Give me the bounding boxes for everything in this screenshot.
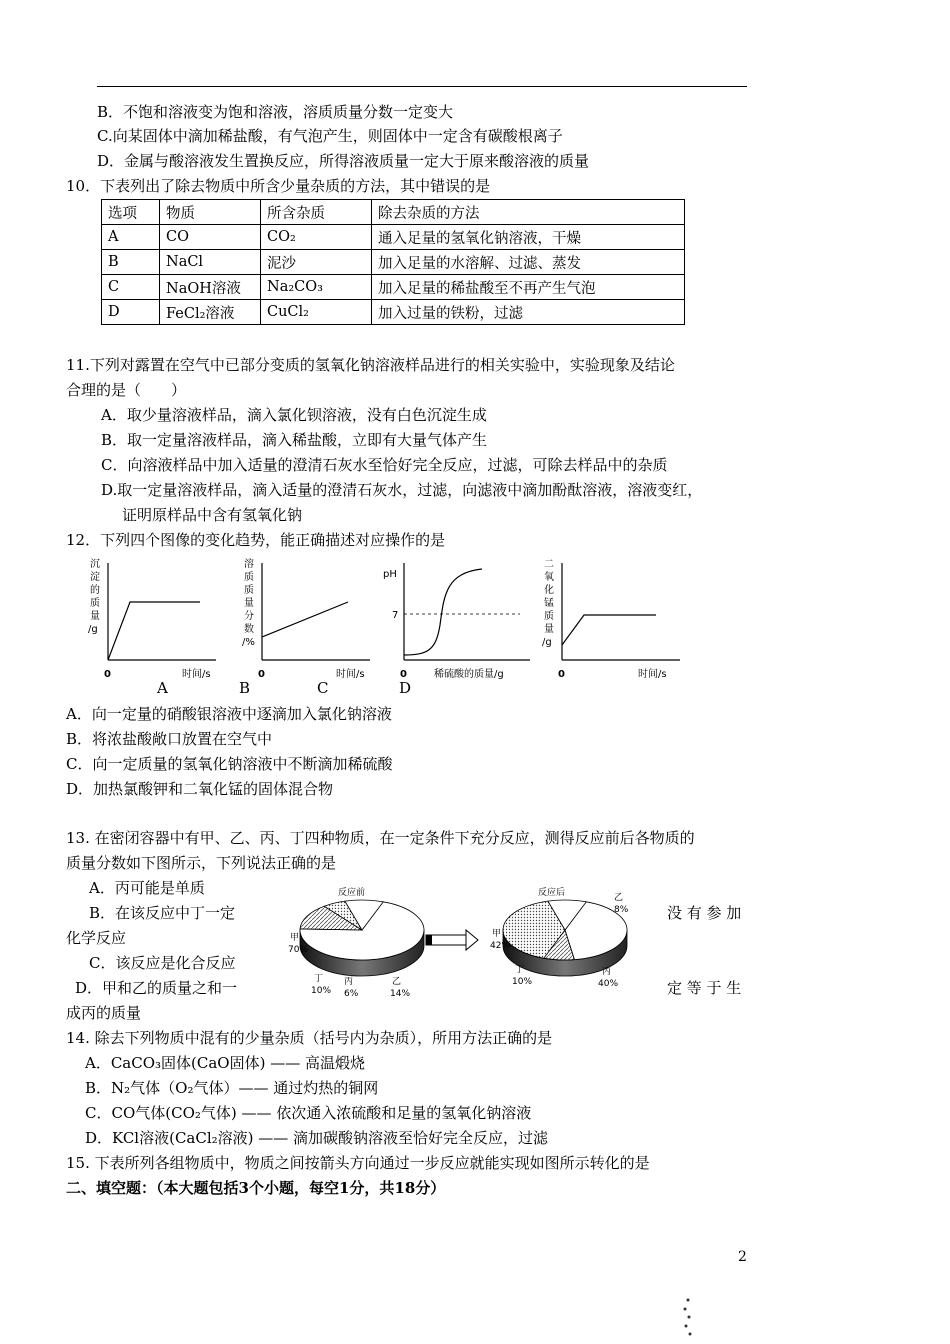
q14-option-d: D．KCl溶液(CaCl₂溶液) —— 滴加碳酸钠溶液至恰好完全反应，过滤 [85,1129,549,1147]
graph-letter-b: B [239,679,251,697]
table-cell: D [102,300,160,325]
q13-option-b-cont: 化学反应 [66,929,127,947]
table-cell: 加入足量的水溶解、过滤、蒸发 [372,250,685,275]
graph-c-curve [404,569,482,655]
graph-d-ylabel: 二 [544,559,554,570]
table-row [102,250,685,275]
graph-letter-a: A [157,679,168,697]
graph-c [380,555,535,685]
table-header: 物质 [160,200,261,225]
q12-option-d: D．加热氯酸钾和二氧化锰的固体混合物 [66,780,334,798]
q13-option-d: D．甲和乙的质量之和一 [75,979,238,997]
q11-option-d-line2: 证明原样品中含有氢氧化钠 [122,506,303,524]
graph-b-origin: 0 [258,669,265,680]
graph-b-ylabel: /% [242,637,255,648]
q14-stem: 14. 除去下列物质中混有的少量杂质（括号内为杂质），所用方法正确的是 [66,1029,553,1047]
table-cell: NaCl [160,250,261,275]
table-cell: C [102,275,160,300]
q13-option-a: A．丙可能是单质 [89,879,205,897]
table-cell: 加入过量的铁粉，过滤 [372,300,685,325]
q11-option-b: B．取一定量溶液样品，滴入稀盐酸，立即有大量气体产生 [101,431,488,449]
table-row [102,275,685,300]
pie-before-ding-pct: 10% [311,986,332,996]
graph-a-ylabel: 质 [90,598,100,609]
pie-after-bing-pct: 40% [598,979,619,989]
pie-before-bing-pct: 6% [344,989,359,999]
q12-stem: 12．下列四个图像的变化趋势，能正确描述对应操作的是 [66,531,446,549]
q13-stem-line1: 13. 在密闭容器中有甲、乙、丙、丁四种物质，在一定条件下充分反应，测得反应前后各物质的 [66,829,695,847]
graph-a-curve [108,602,200,660]
pie-after-jia: 甲 [492,929,502,939]
graph-b-ylabel: 质 [244,572,254,583]
pie-after-yi: 乙 [614,893,624,903]
graph-b-ylabel: 质 [244,585,254,596]
graph-b-xlabel: 时间/s [336,669,365,680]
pie-after-title: 反应后 [538,888,566,898]
pie-after-yi-pct: 8% [614,905,629,915]
graph-b-ylabel: 数 [244,624,254,635]
graph-c-xlabel: 稀硫酸的质量/g [434,669,504,680]
table-cell: A [102,225,160,250]
pie-before-title: 反应前 [338,888,366,898]
table-header: 除去杂质的方法 [372,200,685,225]
graph-b-ylabel: 分 [244,611,254,622]
graph-d [540,555,685,685]
q9-option-d: D．金属与酸溶液发生置换反应，所得溶液质量一定大于原来酸溶液的质量 [97,152,590,170]
table-cell: Na₂CO₃ [261,275,372,300]
table-cell: FeCl₂溶液 [160,300,261,325]
q13-option-c: C．该反应是化合反应 [89,954,236,972]
graph-c-ylabel: pH [383,569,397,580]
q13-option-b: B．在该反应中丁一定 [89,904,236,922]
table-cell: 通入足量的氢氧化钠溶液，干燥 [372,225,685,250]
graph-c-origin: 0 [400,669,407,680]
table-cell: B [102,250,160,275]
graph-d-ylabel: 化 [544,585,554,596]
graph-d-ylabel: 量 [544,624,554,635]
pie-after-bing: 丙 [602,967,612,977]
q14-option-a: A．CaCO₃固体(CaO固体) —— 高温煅烧 [85,1054,365,1072]
table-cell: 加入足量的稀盐酸至不再产生气泡 [372,275,685,300]
q14-option-b: B．N₂气体（O₂气体）—— 通过灼热的铜网 [85,1079,379,1097]
q14-option-c: C．CO气体(CO₂气体) —— 依次通入浓硫酸和足量的氢氧化钠溶液 [85,1104,532,1122]
graph-d-origin: 0 [558,669,565,680]
q11-option-a: A．取少量溶液样品，滴入氯化钡溶液，没有白色沉淀生成 [101,406,487,424]
section-heading: 二、填空题：（本大题包括3个小题，每空1分，共18分） [66,1179,446,1197]
graph-d-ylabel: 氧 [544,572,554,583]
graph-b-curve [262,602,348,637]
table-cell: NaOH溶液 [160,275,261,300]
table-row [102,300,685,325]
graph-b [240,555,380,685]
graph-d-xlabel: 时间/s [638,669,667,680]
pie-before-yi-pct: 14% [390,989,411,999]
graph-a [84,555,224,685]
graph-a-origin: 0 [104,669,111,680]
pie-before-jia: 甲 [290,933,300,943]
pie-after-ding: 丁 [515,965,525,975]
pie-before-jia-pct: 70% [288,945,309,955]
q11-stem-line1: 11.下列对露置在空气中已部分变质的氢氧化钠溶液样品进行的相关实验中，实验现象及结论 [66,356,675,374]
table-cell: CuCl₂ [261,300,372,325]
graph-d-ylabel: 质 [544,611,554,622]
graph-a-ylabel: 淀 [90,572,100,583]
q15-stem: 15. 下表所列各组物质中，物质之间按箭头方向通过一步反应就能实现如图所示转化的是 [66,1154,650,1172]
pie-before [300,900,424,976]
graph-b-ylabel: 量 [244,598,254,609]
pie-before-bing: 丙 [344,977,354,987]
q11-option-c: C．向溶液样品中加入适量的澄清石灰水至恰好完全反应，过滤，可除去样品中的杂质 [101,456,668,474]
q11-stem-line2: 合理的是（ ） [66,381,187,399]
table-header: 选项 [102,200,160,225]
q9-option-c: C.向某固体中滴加稀盐酸，有气泡产生，则固体中一定含有碳酸根离子 [97,127,563,145]
q10-stem: 10．下表列出了除去物质中所含少量杂质的方法，其中错误的是 [66,177,491,195]
q13-stem-line2: 质量分数如下图所示，下列说法正确的是 [66,854,337,872]
graph-a-ylabel: /g [88,624,98,635]
graph-d-ylabel: /g [542,637,552,648]
q13-option-d-cont: 成丙的质量 [66,1004,142,1022]
graph-letter-d: D [399,679,412,697]
q12-option-a: A．向一定量的硝酸银溶液中逐滴加入氯化钠溶液 [66,705,392,723]
pie-after-ding-pct: 10% [512,977,533,987]
graph-b-ylabel: 溶 [244,559,254,570]
table-cell: CO₂ [261,225,372,250]
decorative-dots [678,1296,698,1342]
q12-option-b: B．将浓盐酸敞口放置在空气中 [66,730,273,748]
q13-option-d-right: 定 等 于 生 [667,979,742,997]
q11-option-d-line1: D.取一定量溶液样品，滴入适量的澄清石灰水，过滤，向滤液中滴加酚酞溶液，溶液变红， [101,481,703,499]
q10-table [101,199,685,325]
graph-a-ylabel: 的 [90,585,100,596]
graph-d-curve [562,615,656,645]
table-cell: 泥沙 [261,250,372,275]
page-number: 2 [738,1249,747,1265]
q13-pie-figure [280,880,650,1005]
pie-after-jia-pct: 42% [490,941,511,951]
graph-a-ylabel: 沉 [90,559,100,570]
pie-before-yi: 乙 [392,977,402,987]
header-rule [97,86,747,87]
table-header: 所含杂质 [261,200,372,225]
graph-letter-c: C [317,679,329,697]
q9-option-b: B．不饱和溶液变为饱和溶液，溶质质量分数一定变大 [97,103,454,121]
graph-a-ylabel: 量 [90,611,100,622]
q12-option-c: C．向一定质量的氢氧化钠溶液中不断滴加稀硫酸 [66,755,393,773]
graph-a-xlabel: 时间/s [182,669,211,680]
arrow-icon [426,930,478,950]
pie-before-ding: 丁 [314,974,324,984]
q13-option-b-right: 没 有 参 加 [667,904,742,922]
table-header-row [102,200,685,225]
graph-d-ylabel: 锰 [544,598,554,609]
graph-c-tick: 7 [392,610,399,621]
table-row [102,225,685,250]
table-cell: CO [160,225,261,250]
